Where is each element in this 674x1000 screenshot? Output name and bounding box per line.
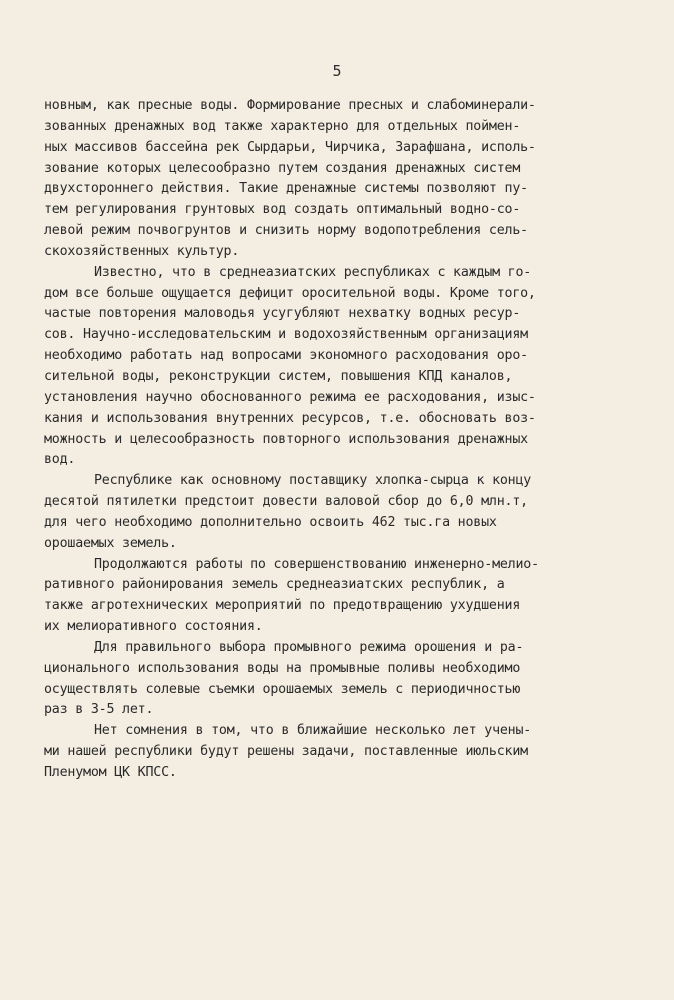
text-line: можность и целесообразность повторного использования дренажных: [44, 431, 528, 447]
text-line: ционального использования воды на промывные поливы необходимо: [44, 660, 521, 676]
text-line: скохозяйственных культур.: [44, 243, 240, 259]
text-line: десятой пятилетки предстоит довести валовой сбор до 6,0 млн.т,: [44, 494, 528, 510]
paragraph: [44, 263, 604, 471]
text-line: также агротехнических мероприятий по предотвращению ухудшения: [44, 598, 521, 614]
text-line: ми нашей республики будут решены задачи, поставленные июльским: [44, 744, 528, 760]
text-line: кания и использования внутренних ресурсов, т.е. обосновать воз-: [44, 410, 536, 426]
text-line: установления научно обоснованного режима ее расходования, изыс-: [44, 389, 536, 405]
paragraph: [44, 471, 604, 554]
text-line: зованных дренажных вод также характерно для отдельных поймен-: [44, 118, 521, 134]
paragraph: [44, 555, 604, 638]
text-line: Республике как основному поставщику хлопка-сырца к концу: [94, 473, 532, 489]
text-line: двухстороннего действия. Такие дренажные системы позволяют пу-: [44, 181, 528, 197]
text-line: Нет сомнения в том, что в ближайшие несколько лет учены-: [94, 723, 532, 739]
text-line: Известно, что в среднеазиатских республиках с каждым го-: [94, 264, 532, 280]
text-line: вод.: [44, 452, 76, 468]
paragraph: [44, 638, 604, 721]
text-line: для чего необходимо дополнительно освоить 462 тыс.га новых: [44, 514, 497, 530]
text-line: их мелиоративного состояния.: [44, 619, 263, 635]
text-line: тем регулирования грунтовых вод создать оптимальный водно-со-: [44, 202, 521, 218]
text-line: зование которых целесообразно путем создания дренажных систем: [44, 160, 521, 176]
text-line: необходимо работать над вопросами экономного расходования оро-: [44, 348, 528, 364]
text-line: орошаемых земель.: [44, 535, 177, 551]
paragraph: [44, 96, 604, 263]
text-line: Пленумом ЦК КПСС.: [44, 765, 177, 780]
text-line: частые повторения маловодья усугубляют нехватку водных ресур-: [44, 306, 521, 322]
text-line: дом все больше ощущается дефицит оросительной воды. Кроме того,: [44, 285, 536, 301]
body-text: [44, 96, 604, 784]
text-line: ративного районирования земель среднеазиатских республик, а: [44, 577, 505, 593]
text-line: новным, как пресные воды. Формирование пресных и слабоминерали-: [44, 98, 536, 113]
paragraph: [44, 721, 604, 784]
text-line: ных массивов бассейна рек Сырдарьи, Чирчика, Зарафшана, исполь-: [44, 139, 536, 155]
text-line: Продолжаются работы по совершенствованию инженерно-мелио-: [94, 556, 539, 572]
text-line: осуществлять солевые съемки орошаемых земель с периодичностью: [44, 681, 521, 697]
text-line: сов. Научно-исследовательским и водохозяйственным организациям: [44, 327, 528, 343]
text-line: раз в 3-5 лет.: [44, 702, 154, 718]
text-line: Для правильного выбора промывного режима орошения и ра-: [94, 639, 524, 655]
page-number: 5: [332, 62, 342, 80]
text-line: левой режим почвогрунтов и снизить норму водопотребления сель-: [44, 223, 528, 239]
text-line: сительной воды, реконструкции систем, повышения КПД каналов,: [44, 368, 513, 384]
